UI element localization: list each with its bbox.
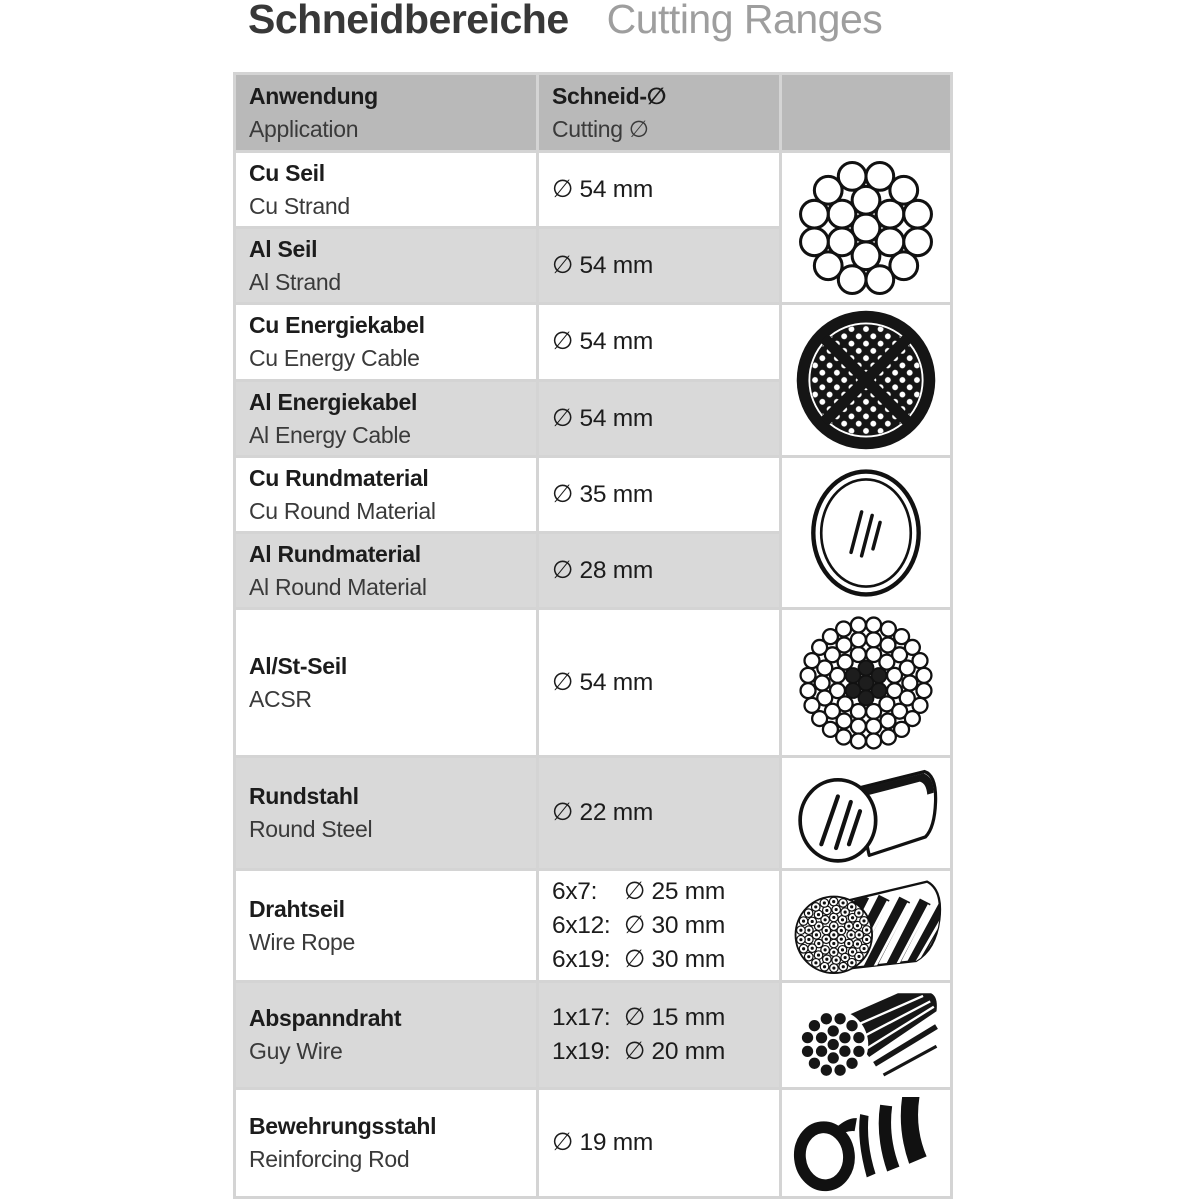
row-abspanndraht-de: Abspanndraht [249,1005,402,1031]
rundstahl-value: ∅ 22 mm [552,799,653,826]
acsr-value: ∅ 54 mm [552,668,653,696]
header-application [236,75,536,150]
round-material-cross-section-icon [800,461,932,605]
row-acsr-de: Al/St-Seil [249,652,347,679]
row-drahtseil-en: Wire Rope [249,928,355,955]
row-al-rundmaterial-application [236,534,536,607]
al-seil-value: ∅ 54 mm [552,251,653,279]
cu-seil-value: ∅ 54 mm [552,175,653,203]
drahtseil-label-3: 6x19: [552,945,611,973]
abspanndraht-value-2: ∅ 20 mm [624,1038,725,1065]
row-drahtseil-diameter [539,871,779,980]
row-cu-seil-application [236,153,536,226]
row-al-rundmaterial-en: Al Round Material [249,573,427,600]
row-rundstahl-en: Round Steel [249,816,373,842]
header-cutting-de: Schneid-∅ [552,82,667,109]
row-al-rundmaterial-de: Al Rundmaterial [249,540,421,567]
energy-cable-image-cell [782,305,950,455]
row-rundstahl-de: Rundstahl [249,783,359,809]
strand-cross-section-icon [795,157,937,299]
row-cu-energiekabel-application [236,305,536,379]
row-cu-rundmaterial-application [236,458,536,531]
al-rundmaterial-value: ∅ 28 mm [552,556,653,584]
row-bewehrungsstahl-diameter [539,1090,779,1196]
row-bewehrungsstahl-en: Reinforcing Rod [249,1146,410,1172]
header-application-de: Anwendung [249,82,378,109]
wire-rope-icon [789,875,943,976]
row-rundstahl-application [236,758,536,868]
row-bewehrungsstahl-de: Bewehrungsstahl [249,1113,437,1139]
guy-wire-bundle-icon [790,987,942,1084]
row-cu-energiekabel-de: Cu Energiekabel [249,312,425,338]
row-al-energiekabel-diameter [539,382,779,455]
cu-rundmaterial-value: ∅ 35 mm [552,480,653,508]
header-cutting-en: Cutting ∅ [552,115,649,142]
al-energiekabel-value: ∅ 54 mm [552,404,653,432]
row-al-seil-de: Al Seil [249,235,318,262]
reinforcing-rod-icon [791,1094,941,1192]
header-cutting-diameter [539,75,779,150]
row-al-seil-application [236,229,536,302]
drahtseil-value-3: ∅ 30 mm [624,945,725,973]
row-acsr-en: ACSR [249,685,312,712]
drahtseil-value-2: ∅ 30 mm [624,911,725,939]
row-acsr-diameter [539,610,779,755]
header-application-en: Application [249,115,359,142]
row-cu-energiekabel-diameter [539,305,779,379]
drahtseil-label-1: 6x7: [552,877,598,905]
row-drahtseil-de: Drahtseil [249,895,345,922]
title-english: Cutting Ranges [606,0,883,42]
row-abspanndraht-application [236,983,536,1087]
row-cu-seil-diameter [539,153,779,226]
row-rundstahl-diameter [539,758,779,868]
row-al-rundmaterial-diameter [539,534,779,607]
acsr-image-cell [782,610,950,755]
row-al-seil-en: Al Strand [249,268,341,295]
row-abspanndraht-en: Guy Wire [249,1038,343,1064]
acsr-cross-section-icon [797,614,935,752]
row-cu-rundmaterial-diameter [539,458,779,531]
drahtseil-value-1: ∅ 25 mm [624,877,725,905]
row-cu-rundmaterial-de: Cu Rundmaterial [249,464,429,491]
round-steel-cylinder-icon [790,763,942,863]
row-bewehrungsstahl-application [236,1090,536,1196]
row-al-seil-diameter [539,229,779,302]
page-title [248,0,882,43]
drahtseil-label-2: 6x12: [552,911,611,939]
round-steel-image-cell [782,758,950,868]
row-drahtseil-application [236,871,536,980]
guy-wire-image-cell [782,983,950,1087]
row-acsr-application [236,610,536,755]
row-cu-seil-de: Cu Seil [249,159,325,186]
row-cu-seil-en: Cu Strand [249,192,350,219]
cutting-ranges-table [233,72,953,1199]
reinforcing-rod-image-cell [782,1090,950,1196]
title-german: Schneidbereiche [248,0,569,42]
row-abspanndraht-diameter [539,983,779,1087]
header-image-column [782,75,950,150]
row-al-energiekabel-en: Al Energy Cable [249,421,411,448]
row-al-energiekabel-application [236,382,536,455]
strand-image-cell [782,153,950,302]
row-al-energiekabel-de: Al Energiekabel [249,388,418,415]
round-material-image-cell [782,458,950,607]
abspanndraht-label-1: 1x17: [552,1004,611,1031]
cu-energiekabel-value: ∅ 54 mm [552,328,653,355]
wire-rope-image-cell [782,871,950,980]
energy-cable-cross-section-icon [793,307,939,453]
bewehrungsstahl-value: ∅ 19 mm [552,1129,653,1156]
row-cu-rundmaterial-en: Cu Round Material [249,497,436,524]
abspanndraht-value-1: ∅ 15 mm [624,1004,725,1031]
row-cu-energiekabel-en: Cu Energy Cable [249,345,420,371]
abspanndraht-label-2: 1x19: [552,1038,611,1065]
